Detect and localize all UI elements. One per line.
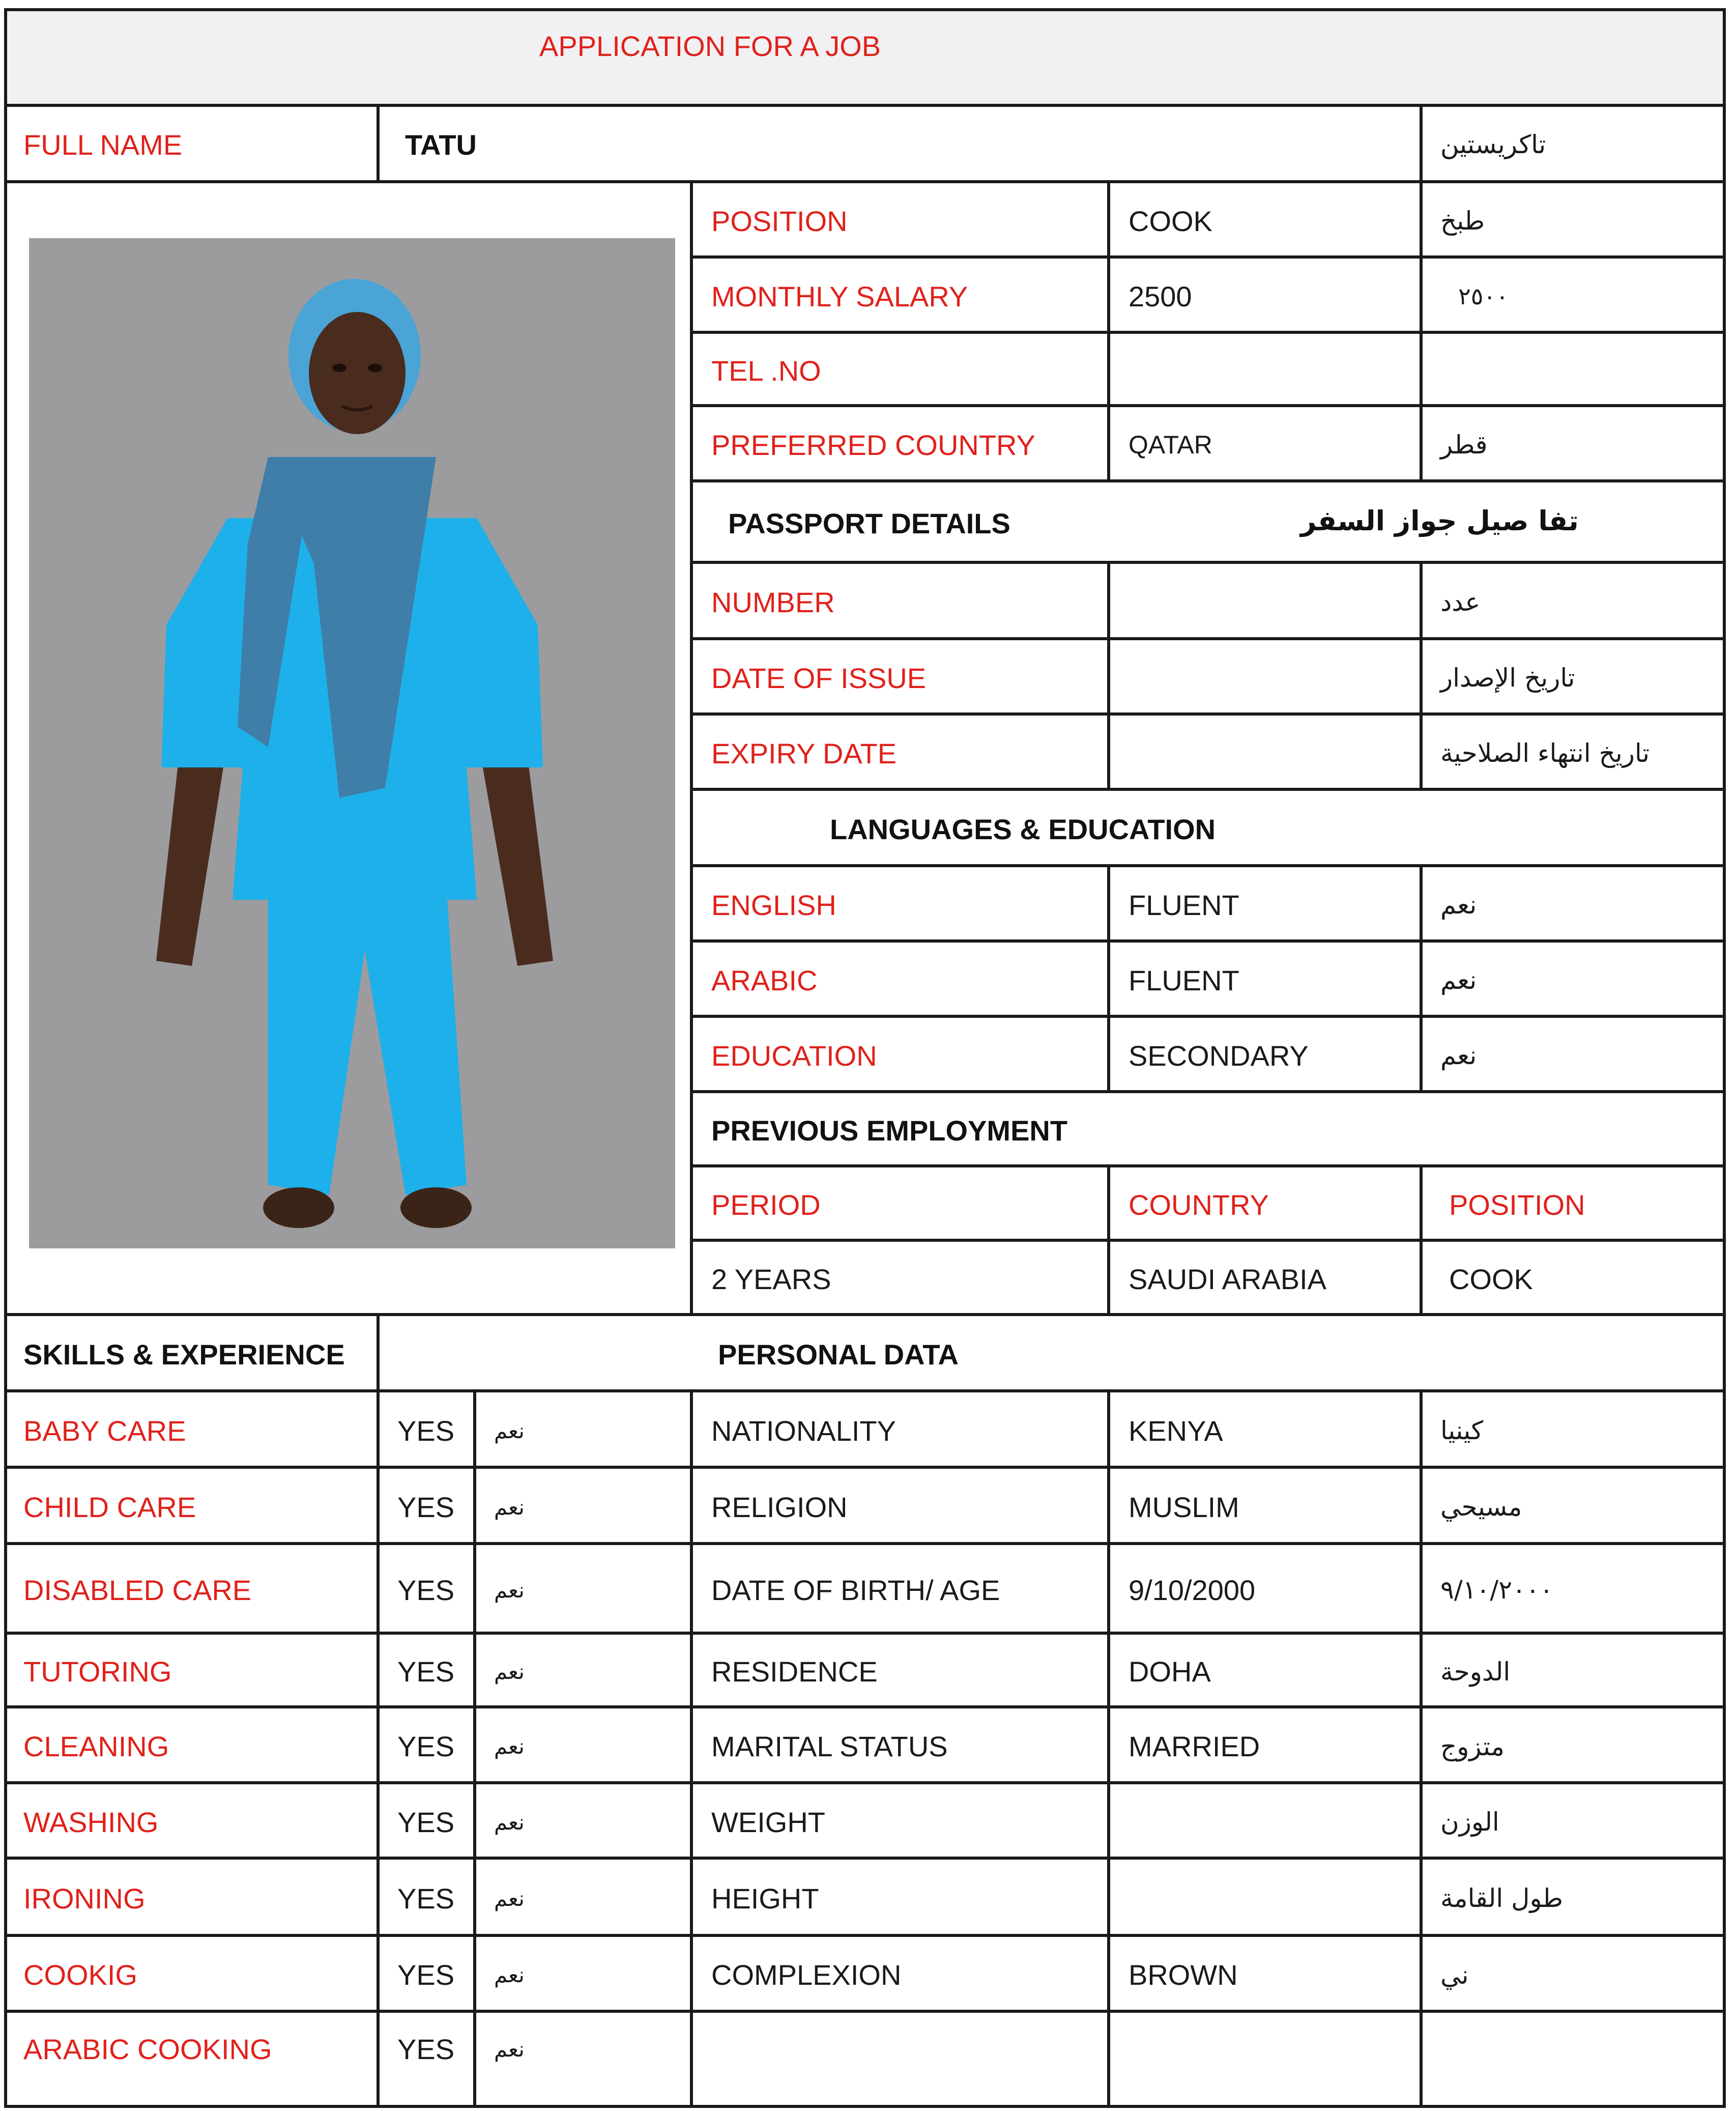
skill-yes-arabic: نعم	[494, 1962, 525, 1987]
grid-line-horizontal	[4, 2010, 1726, 2013]
grid-line-horizontal	[4, 1632, 1726, 1635]
arabic-label: ARABIC	[711, 964, 818, 996]
skill-yes-arabic: نعم	[494, 1577, 525, 1603]
position-value: COOK	[1129, 205, 1212, 237]
personal-field-arabic: كينيا	[1440, 1416, 1484, 1445]
expiry-date-arabic: تاريخ انتهاء الصلاحية	[1440, 738, 1650, 768]
grid-line-horizontal	[4, 1542, 1726, 1545]
personal-field-label: WEIGHT	[711, 1806, 825, 1838]
grid-line-horizontal	[690, 637, 1726, 640]
grid-line-horizontal	[4, 104, 1726, 107]
personal-field-arabic	[1422, 2013, 1726, 2085]
grid-line-vertical	[4, 8, 7, 2108]
personal-field-arabic: متزوج	[1440, 1731, 1504, 1761]
personal-field-label: NATIONALITY	[711, 1414, 896, 1447]
grid-line-horizontal	[690, 561, 1726, 564]
employment-col-position: POSITION	[1449, 1188, 1585, 1221]
grid-line-vertical	[1107, 864, 1110, 1090]
grid-line-vertical	[1420, 864, 1423, 1090]
skill-label: TUTORING	[23, 1656, 172, 1688]
grid-line-vertical	[690, 1389, 693, 2108]
full-name-label: FULL NAME	[23, 128, 183, 161]
passport-number-label: NUMBER	[711, 586, 835, 618]
position-label: POSITION	[711, 205, 848, 237]
skill-label: IRONING	[23, 1882, 146, 1915]
grid-line-vertical	[1107, 561, 1110, 788]
tel-arabic	[1422, 334, 1726, 407]
languages-heading: LANGUAGES & EDUCATION	[830, 813, 1216, 845]
preferred-country-arabic: قطر	[1440, 430, 1488, 460]
grid-line-vertical	[1107, 180, 1110, 479]
employment-position: COOK	[1449, 1263, 1533, 1295]
personal-field-label: DATE OF BIRTH/ AGE	[711, 1574, 1000, 1606]
salary-label: MONTHLY SALARY	[711, 280, 968, 312]
personal-field-value	[1110, 2013, 1421, 2085]
applicant-photo	[29, 238, 675, 1248]
skill-yes-arabic: نعم	[494, 1734, 525, 1759]
personal-field-label: COMPLEXION	[711, 1959, 902, 1991]
preferred-country-label: PREFERRED COUNTRY	[711, 429, 1035, 461]
skill-yes: YES	[397, 1656, 455, 1688]
personal-field-label: MARITAL STATUS	[711, 1730, 948, 1762]
grid-line-vertical	[377, 104, 380, 180]
grid-line-horizontal	[690, 1164, 1726, 1167]
skill-yes: YES	[397, 1882, 455, 1915]
skills-heading: SKILLS & EXPERIENCE	[23, 1338, 345, 1371]
grid-line-vertical	[473, 1389, 476, 2108]
date-of-issue-arabic: تاريخ الإصدار	[1440, 663, 1575, 693]
grid-line-horizontal	[690, 255, 1726, 259]
grid-line-horizontal	[690, 788, 1726, 791]
skill-yes: YES	[397, 1959, 455, 1991]
grid-line-vertical	[690, 180, 693, 1316]
skill-yes-arabic: نعم	[494, 1659, 525, 1684]
grid-line-horizontal	[4, 2105, 1726, 2108]
grid-line-horizontal	[4, 1313, 1726, 1316]
grid-line-horizontal	[690, 864, 1726, 867]
skill-label: CLEANING	[23, 1730, 169, 1762]
personal-field-value: DOHA	[1129, 1656, 1211, 1688]
education-value: SECONDARY	[1129, 1039, 1309, 1072]
skill-yes: YES	[397, 1491, 455, 1523]
preferred-country-value: QATAR	[1129, 431, 1212, 459]
personal-field-label	[693, 2013, 1105, 2085]
person-illustration	[29, 238, 675, 1248]
grid-line-horizontal	[690, 1090, 1726, 1093]
personal-field-label: HEIGHT	[711, 1882, 819, 1915]
skill-label: COOKIG	[23, 1959, 138, 1991]
employment-heading: PREVIOUS EMPLOYMENT	[711, 1114, 1068, 1147]
personal-field-arabic: الوزن	[1440, 1807, 1499, 1837]
tel-value	[1110, 334, 1421, 407]
grid-line-horizontal	[4, 1389, 1726, 1392]
salary-arabic: ٢٥٠٠	[1458, 283, 1509, 309]
position-arabic: طبخ	[1440, 206, 1485, 236]
skill-label: CHILD CARE	[23, 1491, 196, 1523]
full-name-arabic: تاكريستين	[1440, 130, 1546, 159]
grid-line-vertical	[1420, 104, 1423, 180]
personal-field-arabic: طول القامة	[1440, 1884, 1564, 1913]
skill-yes: YES	[397, 1574, 455, 1606]
personal-field-value	[1110, 1860, 1421, 1937]
skill-label: BABY CARE	[23, 1414, 186, 1447]
skill-yes: YES	[397, 1730, 455, 1762]
education-arabic: نعم	[1440, 1041, 1477, 1070]
employment-period: 2 YEARS	[711, 1263, 831, 1295]
passport-number-arabic: عدد	[1440, 587, 1481, 617]
grid-line-horizontal	[4, 1781, 1726, 1784]
form-title: APPLICATION FOR A JOB	[539, 30, 881, 62]
grid-line-horizontal	[690, 479, 1726, 482]
passport-heading: PASSPORT DETAILS	[728, 507, 1010, 539]
expiry-date-value	[1110, 716, 1421, 791]
grid-line-horizontal	[690, 939, 1726, 943]
grid-line-vertical	[1420, 561, 1423, 788]
skill-yes-arabic: نعم	[494, 1494, 525, 1520]
employment-country: SAUDI ARABIA	[1129, 1263, 1327, 1295]
employment-col-period: PERIOD	[711, 1188, 821, 1221]
skill-label: ARABIC COOKING	[23, 2033, 272, 2065]
english-value: FLUENT	[1129, 889, 1239, 921]
personal-field-arabic: ٩/١٠/٢٠٠٠	[1440, 1575, 1553, 1605]
education-label: EDUCATION	[711, 1039, 877, 1072]
skill-yes-arabic: نعم	[494, 1418, 525, 1443]
personal-field-value: 9/10/2000	[1129, 1574, 1256, 1606]
grid-line-vertical	[1723, 8, 1726, 2108]
date-of-issue-value	[1110, 640, 1421, 716]
grid-line-vertical	[1420, 180, 1423, 479]
personal-field-arabic: ني	[1440, 1960, 1469, 1990]
grid-line-horizontal	[690, 404, 1726, 407]
skill-yes-arabic: نعم	[494, 1809, 525, 1835]
full-name-value: TATU	[405, 128, 477, 161]
personal-field-value: MARRIED	[1129, 1730, 1260, 1762]
grid-line-vertical	[1107, 1164, 1110, 1316]
grid-line-horizontal	[4, 180, 1726, 183]
grid-line-horizontal	[690, 331, 1726, 334]
personal-field-value: BROWN	[1129, 1959, 1238, 1991]
personal-field-value	[1110, 1784, 1421, 1860]
passport-number-value	[1110, 564, 1421, 640]
arabic-value: FLUENT	[1129, 964, 1239, 996]
skill-yes: YES	[397, 1806, 455, 1838]
grid-line-horizontal	[4, 8, 1726, 11]
personal-field-label: RELIGION	[711, 1491, 848, 1523]
personal-field-value: KENYA	[1129, 1414, 1223, 1447]
tel-label: TEL .NO	[711, 354, 821, 387]
english-arabic: نعم	[1440, 890, 1477, 920]
grid-line-vertical	[1420, 1164, 1423, 1316]
grid-line-vertical	[1420, 1389, 1423, 2108]
passport-heading-arabic: تفا صيل جواز السفر	[1300, 504, 1579, 537]
personal-field-arabic: مسيحي	[1440, 1492, 1522, 1522]
personal-heading: PERSONAL DATA	[718, 1338, 959, 1371]
skill-label: WASHING	[23, 1806, 159, 1838]
english-label: ENGLISH	[711, 889, 836, 921]
employment-col-country: COUNTRY	[1129, 1188, 1269, 1221]
grid-line-vertical	[1107, 1389, 1110, 2108]
arabic-arabic: نعم	[1440, 965, 1477, 995]
expiry-date-label: EXPIRY DATE	[711, 737, 897, 769]
grid-line-horizontal	[690, 1239, 1726, 1242]
personal-field-label: RESIDENCE	[711, 1656, 878, 1688]
grid-line-horizontal	[4, 1466, 1726, 1469]
grid-line-vertical	[377, 1313, 380, 2108]
skill-label: DISABLED CARE	[23, 1574, 252, 1606]
skill-yes-arabic: نعم	[494, 2036, 525, 2062]
skill-yes: YES	[397, 1414, 455, 1447]
grid-line-horizontal	[4, 1934, 1726, 1937]
grid-line-horizontal	[690, 712, 1726, 716]
date-of-issue-label: DATE OF ISSUE	[711, 662, 927, 694]
grid-line-horizontal	[4, 1705, 1726, 1708]
personal-field-value: MUSLIM	[1129, 1491, 1239, 1523]
grid-line-horizontal	[690, 1015, 1726, 1018]
salary-value: 2500	[1129, 280, 1192, 312]
personal-field-arabic: الدوحة	[1440, 1657, 1511, 1687]
grid-line-horizontal	[4, 1857, 1726, 1860]
skill-yes: YES	[397, 2033, 455, 2065]
skill-yes-arabic: نعم	[494, 1886, 525, 1911]
